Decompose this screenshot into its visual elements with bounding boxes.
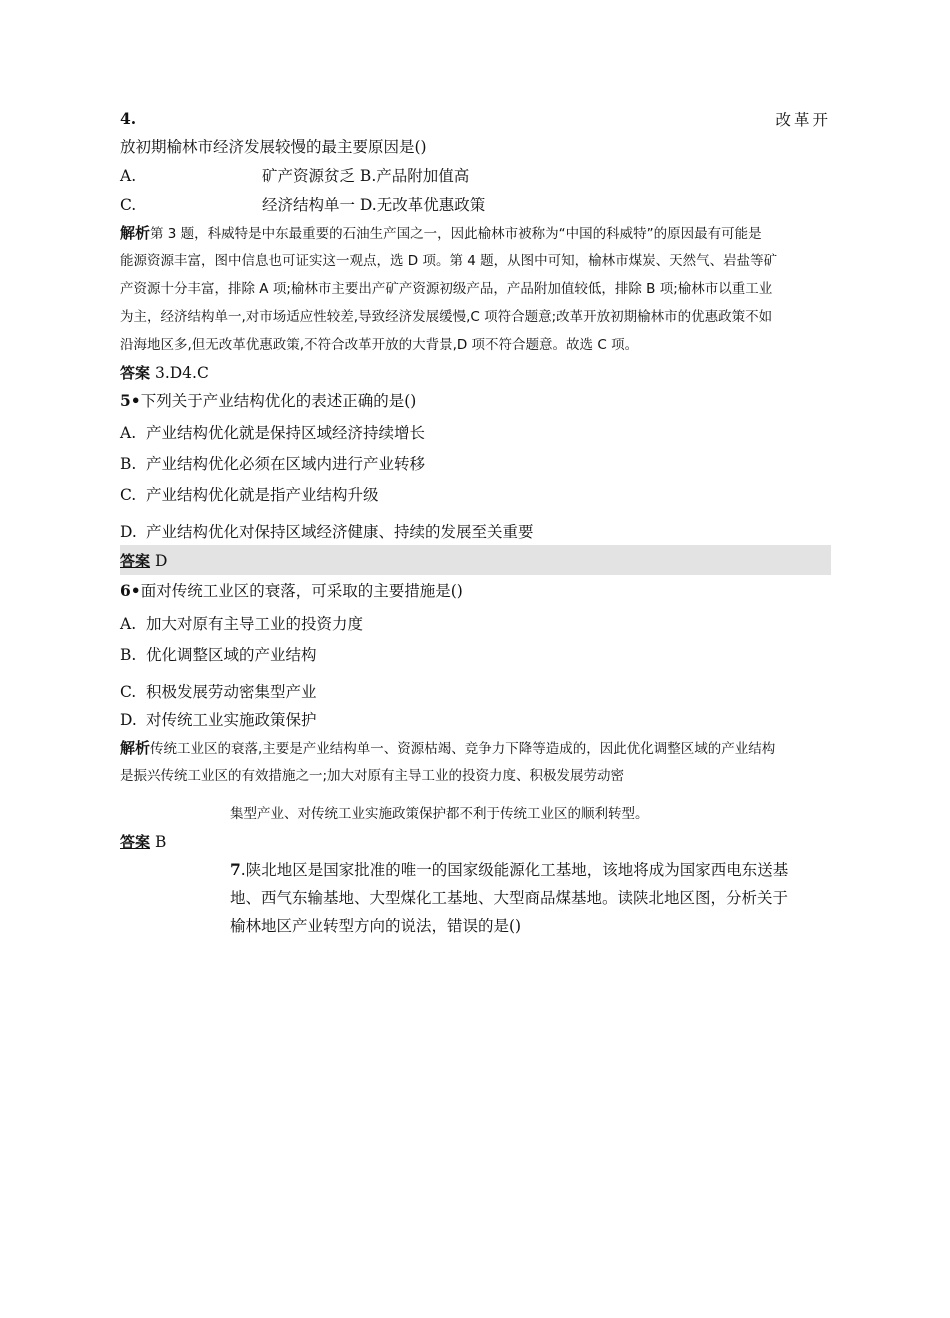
option-letter: A.: [120, 167, 137, 185]
analysis-line: 为主，经济结构单一,对市场适应性较差,导致经济发展缓慢,C 项符合题意;改革开放初期榆林市的优惠政策不如: [120, 309, 773, 325]
q4-stem: 放初期榆林市经济发展较慢的最主要原因是(): [120, 138, 427, 156]
q5-option-b: B. 产业结构优化必须在区域内进行产业转移: [120, 455, 426, 473]
q6-option-a: A. 加大对原有主导工业的投资力度: [120, 615, 364, 633]
q6-option-c: C. 积极发展劳动密集型产业: [120, 683, 317, 701]
q6-option-b: B. 优化调整区域的产业结构: [120, 646, 317, 664]
q5-stem: 5•下列关于产业结构优化的表述正确的是(): [120, 391, 417, 410]
q7-stem-line: 榆林地区产业转型方向的说法，错误的是(): [230, 917, 522, 935]
q4-stem-tail: 改革开: [775, 111, 831, 129]
q7-stem-line: 地、西气东输基地、大型煤化工基地、大型商品煤基地。读陕北地区图，分析关于: [230, 889, 789, 907]
option-text: 经济结构单一 D.无改革优惠政策: [262, 196, 486, 214]
analysis-line: 集型产业、对传统工业实施政策保护都不利于传统工业区的顺利转型。: [230, 806, 649, 822]
q5-option-d: D. 产业结构优化对保持区域经济健康、持续的发展至关重要: [120, 523, 534, 541]
q6-option-d: D. 对传统工业实施政策保护: [120, 711, 317, 729]
answer-value: D: [154, 552, 168, 570]
q4-option-a: [120, 165, 470, 187]
q4-number: 4.: [120, 109, 137, 128]
analysis-line: 解析传统工业区的衰落,主要是产业结构单一、资源枯竭、竞争力下降等造成的，因此优化调整区域的产业结构: [120, 739, 776, 757]
q4-option-c: [120, 194, 486, 216]
q6-number: 6•: [120, 581, 141, 600]
q5-option-a: A. 产业结构优化就是保持区域经济持续增长: [120, 424, 426, 442]
analysis-label: 解析: [120, 224, 151, 242]
option-letter: C.: [120, 196, 137, 214]
analysis-line: 能源资源丰富，图中信息也可证实这一观点，选 D 项。第 4 题，从图中可知，榆林市煤炭、天然气、岩盐等矿: [120, 253, 778, 269]
q6-stem: 6•面对传统工业区的衰落，可采取的主要措施是(): [120, 581, 463, 600]
option-text: 矿产资源贫乏 B.产品附加值高: [262, 167, 470, 185]
analysis-line: 是振兴传统工业区的有效措施之一;加大对原有主导工业的投资力度、积极发展劳动密: [120, 768, 625, 784]
answer-5: [120, 550, 167, 572]
answer-3-4: [120, 362, 209, 384]
answer-value: 3.D4.C: [154, 364, 209, 382]
analysis-line: 沿海地区多,但无改革优惠政策,不符合改革开放的大背景,D 项不符合题意。故选 C 项。: [120, 337, 639, 353]
analysis-line: 解析第 3 题，科威特是中东最重要的石油生产国之一，因此榆林市被称为“中国的科威特”的原因最有可能是: [120, 224, 762, 242]
q5-number: 5•: [120, 391, 141, 410]
answer-label: 答案: [120, 833, 151, 851]
answer-label: 答案: [120, 552, 151, 570]
answer-value: B: [154, 833, 167, 851]
q7-number: 7: [230, 860, 241, 879]
answer-label: 答案: [120, 364, 151, 382]
q5-option-c: C. 产业结构优化就是指产业结构升级: [120, 486, 379, 504]
analysis-label: 解析: [120, 739, 151, 757]
analysis-line: 产资源十分丰富，排除 A 项;榆林市主要出产矿产资源初级产品，产品附加值较低，排除 B 项;榆林市以重工业: [120, 281, 773, 297]
answer-6: [120, 831, 166, 853]
answer-highlight-bar: [120, 545, 831, 575]
q7-stem-line: 7.陕北地区是国家批准的唯一的国家级能源化工基地，该地将成为国家西电东送基: [230, 860, 789, 879]
